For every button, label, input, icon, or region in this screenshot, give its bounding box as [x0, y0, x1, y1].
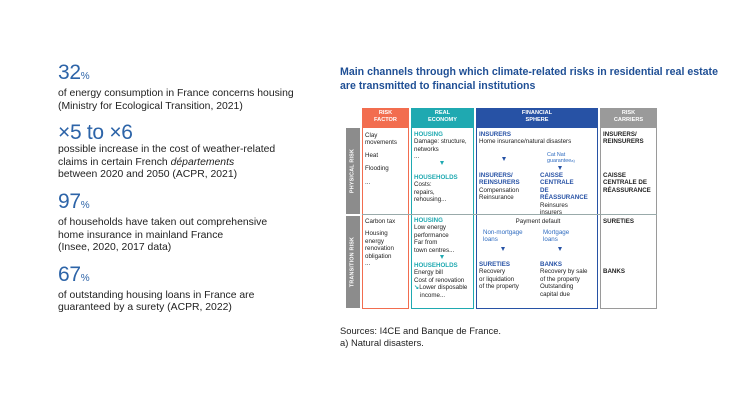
- fact-description: of outstanding housing loans in France are guaranteed by a surety (ACPR, 2022): [58, 289, 255, 314]
- fact-description: possible increase in the cost of weather-related claims in certain French départements between 2020 and 2050 (ACPR, 2021): [58, 144, 276, 181]
- arrow-down-icon: [440, 161, 444, 165]
- fact-claims: [58, 122, 328, 182]
- arrow-icon: ↘: [414, 284, 420, 292]
- physical-households: HOUSEHOLDS Costs: repairs, rehousing...: [414, 174, 458, 204]
- header-risk-carriers: RISK CARRIERS: [600, 108, 657, 127]
- arrow-down-icon: [440, 255, 444, 259]
- carrier-sureties: SURETIES: [603, 218, 634, 225]
- transmission-diagram: [340, 108, 680, 318]
- physical-insurers-reinsurers: INSURERS/ REINSURERS Compensation Reinsurance: [479, 172, 520, 202]
- transition-households: HOUSEHOLDS Energy bill Cost of renovation ↘Lower disposable income...: [414, 262, 468, 299]
- carrier-ccr: CAISSE CENTRALE DE RÉASSURANCE: [603, 172, 651, 194]
- arrow-down-icon: [502, 157, 506, 161]
- physical-housing: HOUSING Damage: structure, networks ...: [414, 131, 467, 161]
- row-divider: [362, 214, 657, 215]
- carrier-banks: BANKS: [603, 268, 626, 275]
- fact-value: 67%: [58, 262, 90, 286]
- transition-housing: HOUSING Low energy performance Far from town centres...: [414, 217, 455, 254]
- header-real-economy: REAL ECONOMY: [411, 108, 474, 127]
- fact-description: of energy consumption in France concerns housing (Ministry for Ecological Transition, 2021): [58, 88, 294, 112]
- arrow-down-icon: [558, 166, 562, 170]
- fact-loans: [58, 264, 328, 315]
- fact-value: 97%: [58, 189, 90, 213]
- figure-title: Main channels through which climate-related risks in residential real estate are transmitted to financial institutions: [340, 66, 718, 92]
- physical-risk-factors: Clay movements Heat Flooding ...: [365, 132, 397, 186]
- non-mortgage-loans: Non-mortgage loans: [483, 229, 523, 244]
- header-risk-factor: RISK FACTOR: [362, 108, 409, 127]
- physical-insurers: INSURERS Home insurance/natural disasters: [479, 131, 572, 146]
- row-label-transition-risk: TRANSITION RISK: [346, 216, 360, 308]
- arrow-down-icon: [558, 247, 562, 251]
- key-figures: [58, 62, 328, 324]
- payment-default: Payment default: [515, 218, 561, 225]
- header-financial-sphere: FINANCIAL SPHERE: [476, 108, 598, 127]
- fact-value: ×5 to ×6: [58, 121, 133, 145]
- physical-ccr: CAISSE CENTRALE DE RÉASSURANCE Reinsures insurers: [540, 172, 588, 217]
- row-label-physical-risk: PHYSICAL RISK: [346, 128, 360, 214]
- transition-risk-factors: Carbon tax Housing energy renovation obligation ...: [365, 218, 396, 268]
- transition-sureties: SURETIES Recovery or liquidation of the property: [479, 261, 519, 291]
- arrow-down-icon: [501, 247, 505, 251]
- transition-banks: BANKS Recovery by sale of the property Outstanding capital due: [540, 261, 588, 298]
- fact-value: 32%: [58, 61, 90, 84]
- carrier-insurers-reinsurers: INSURERS/ REINSURERS: [603, 131, 644, 146]
- mortgage-loans: Mortgage loans: [543, 229, 570, 244]
- sources-note: Sources: I4CE and Banque de France. a) Natural disasters.: [340, 325, 502, 348]
- catnat-guarantee: Cat Nat guarantee$^{a)}$: [547, 152, 575, 165]
- fact-insurance: [58, 191, 328, 255]
- fact-description: of households have taken out comprehensive home insurance in mainland France (Insee, 2020, 2017 data): [58, 216, 268, 254]
- fact-energy: [58, 62, 328, 113]
